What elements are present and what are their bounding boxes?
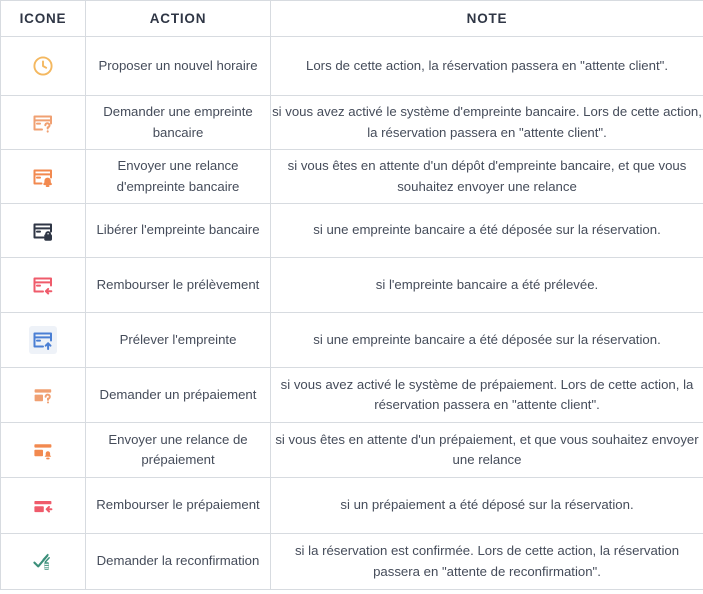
prepayment-bell-icon bbox=[29, 436, 57, 464]
card-question-icon bbox=[29, 109, 57, 137]
icon-cell bbox=[1, 96, 86, 150]
icon-cell bbox=[1, 258, 86, 313]
table-header bbox=[1, 1, 703, 37]
reconfirmation-check-icon bbox=[29, 548, 57, 576]
note-text: si vous avez activé le système de prépaiement. Lors de cette action, la réservation passera en "attente client". bbox=[271, 368, 703, 423]
prepayment-refund-icon bbox=[29, 492, 57, 520]
table-row bbox=[1, 534, 703, 590]
icon-cell bbox=[1, 368, 86, 423]
note-text: si vous êtes en attente d'un prépaiement, et que vous souhaitez envoyer une relance bbox=[271, 423, 703, 478]
column-header-note: NOTE bbox=[271, 1, 703, 37]
card-lock-icon bbox=[29, 217, 57, 245]
action-text: Proposer un nouvel horaire bbox=[86, 37, 271, 96]
prepayment-question-icon bbox=[29, 381, 57, 409]
icon-cell bbox=[1, 37, 86, 96]
table-row bbox=[1, 150, 703, 204]
icon-cell bbox=[1, 534, 86, 590]
table-body bbox=[1, 37, 703, 590]
table-row bbox=[1, 96, 703, 150]
table-row bbox=[1, 368, 703, 423]
table-row bbox=[1, 37, 703, 96]
action-text: Demander un prépaiement bbox=[86, 368, 271, 423]
action-text: Demander une empreinte bancaire bbox=[86, 96, 271, 150]
note-text: si un prépaiement a été déposé sur la réservation. bbox=[271, 478, 703, 534]
action-text: Rembourser le prélèvement bbox=[86, 258, 271, 313]
card-refund-icon bbox=[29, 271, 57, 299]
note-text: si vous êtes en attente d'un dépôt d'empreinte bancaire, et que vous souhaitez envoyer une relance bbox=[271, 150, 703, 204]
note-text: si une empreinte bancaire a été déposée sur la réservation. bbox=[271, 313, 703, 368]
icon-cell bbox=[1, 478, 86, 534]
action-text: Prélever l'empreinte bbox=[86, 313, 271, 368]
icon-cell bbox=[1, 313, 86, 368]
note-text: si la réservation est confirmée. Lors de cette action, la réservation passera en "attente de reconfirmation". bbox=[271, 534, 703, 590]
icon-cell bbox=[1, 423, 86, 478]
clock-icon bbox=[29, 52, 57, 80]
column-header-icone: ICONE bbox=[1, 1, 86, 37]
table-row bbox=[1, 423, 703, 478]
table-row bbox=[1, 478, 703, 534]
column-header-action: ACTION bbox=[86, 1, 271, 37]
icon-cell bbox=[1, 204, 86, 258]
table-row bbox=[1, 204, 703, 258]
table-header-row bbox=[1, 1, 703, 37]
table-row bbox=[1, 313, 703, 368]
note-text: si vous avez activé le système d'empreinte bancaire. Lors de cette action, la réservation passera en "attente client". bbox=[271, 96, 703, 150]
note-text: si l'empreinte bancaire a été prélevée. bbox=[271, 258, 703, 313]
card-upload-icon bbox=[29, 326, 57, 354]
note-text: Lors de cette action, la réservation passera en "attente client". bbox=[271, 37, 703, 96]
action-text: Envoyer une relance d'empreinte bancaire bbox=[86, 150, 271, 204]
action-text: Libérer l'empreinte bancaire bbox=[86, 204, 271, 258]
icon-cell bbox=[1, 150, 86, 204]
note-text: si une empreinte bancaire a été déposée sur la réservation. bbox=[271, 204, 703, 258]
table-row bbox=[1, 258, 703, 313]
action-text: Envoyer une relance de prépaiement bbox=[86, 423, 271, 478]
action-text: Rembourser le prépaiement bbox=[86, 478, 271, 534]
action-text: Demander la reconfirmation bbox=[86, 534, 271, 590]
card-bell-icon bbox=[29, 163, 57, 191]
